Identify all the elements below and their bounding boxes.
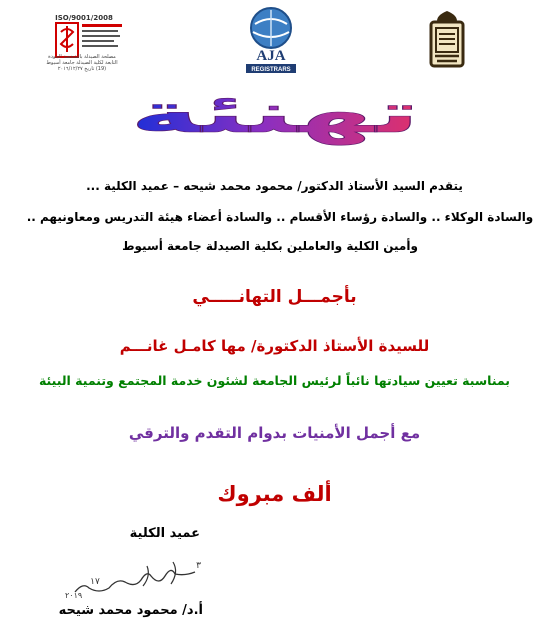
iso-caption-line: (19) تاريخ ٢٠١٦/١٢/٢٧ — [57, 66, 107, 72]
occasion-text: بمناسبة تعيين سيادتها نائباً لرئيس الجامعة لشئون خدمة المجتمع وتنمية البيئة — [38, 373, 511, 388]
signature-date-day: ١٧ — [90, 577, 100, 587]
aja-logo-text: AJA — [256, 48, 286, 64]
intro-line-3: وأمين الكلية والعاملين بكلية الصيدلة جامعة أسيوط — [122, 239, 418, 253]
congrats-text: ألف مبروك — [217, 482, 332, 506]
honoree-text: للسيدة الأستاذ الدكتورة/ مها كامـل غانـــم — [119, 337, 430, 355]
intro-line-1: يتقدم السيد الأستاذ الدكتور/ محمود محمد شيحه – عميد الكلية ... — [86, 179, 463, 193]
signature-date-year: ٢٠١٩ — [65, 591, 83, 600]
greeting-text: بأجمـــل التهانـــــي — [192, 287, 357, 307]
iso-caption-line: التابعة لكلية الصيدلة جامعة أسيوط — [46, 60, 118, 66]
iso-logo-text: ISO/9001/2008 — [55, 14, 113, 22]
intro-line-2: والسادة الوكلاء .. والسادة رؤساء الأقسام .. والسادة أعضاء هيئة التدريس ومعاونيهم .. — [26, 210, 534, 224]
assiut-university-emblem — [425, 8, 469, 76]
aja-registrars-logo — [240, 4, 302, 82]
handwritten-signature — [55, 554, 205, 602]
signature-title: عميد الكلية — [129, 526, 200, 541]
signature-name: أ.د/ محمود محمد شيحه — [58, 603, 203, 618]
aja-logo-subtext: REGISTRARS — [251, 67, 291, 73]
iso-caption-line: مصلحة الصيدلة بالشخصة الجودة — [48, 54, 116, 60]
wishes-text: مع أجمل الأمنيات بدوام التقدم والترقي — [128, 424, 421, 442]
headline-text: تهنئة — [130, 82, 420, 145]
iso-logo-caption — [22, 54, 142, 72]
signature-date-month: ٣ — [196, 561, 201, 571]
headline — [120, 82, 430, 148]
